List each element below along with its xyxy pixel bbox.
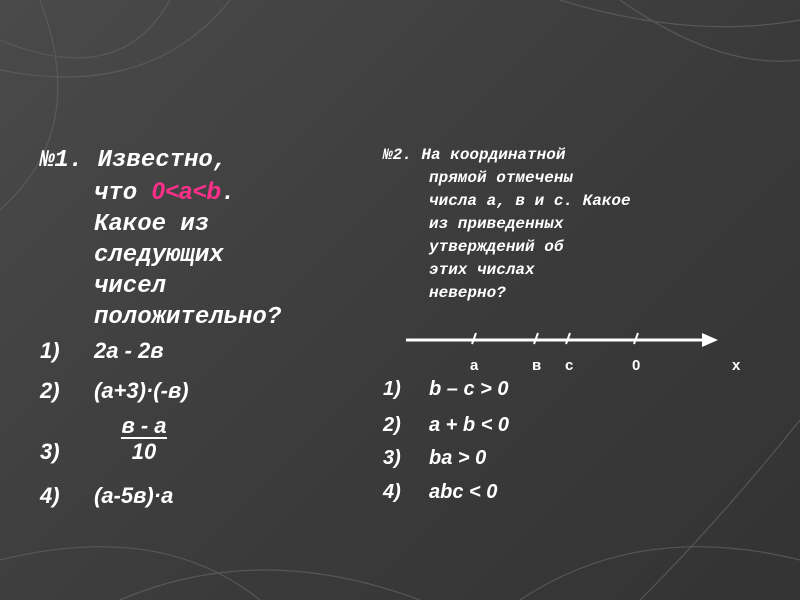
problem1-line6: положительно? [94,304,282,331]
problem1-option-1 [40,338,164,364]
option-number: 1) [40,338,60,363]
axis-label-zero: 0 [632,357,641,374]
number-line [400,325,730,355]
axis-arrow [702,333,718,347]
problem1-question [40,145,281,333]
option-number: 1) [383,378,401,400]
option-text: (а+3)·(-в) [94,378,189,403]
option-number: 2) [40,378,60,403]
problem1-line2 [40,176,281,209]
option-number: 2) [383,414,401,436]
option-number: 3) [40,439,60,464]
option-text: abc < 0 [429,481,498,503]
problem2-line3: числа а, в и с. Какое [429,192,631,210]
fraction-denominator: 10 [131,439,157,464]
axis-label-b: в [532,357,542,374]
problem2-line1: №2. На координатной [383,146,566,164]
problem2-question [383,144,631,305]
fraction-numerator: в - а [121,413,167,438]
problem1-line1: №1. Известно, [40,147,228,174]
option-text: (а-5в)·а [94,483,174,508]
axis-label-c: с [565,357,574,374]
option-number: 4) [40,483,60,508]
problem1-line5: чисел [94,273,167,300]
option-number: 4) [383,481,401,503]
option-text: 2а - 2в [94,338,164,363]
option-text: ba > 0 [429,447,487,469]
axis-label-a: а [470,357,479,374]
problem1-option-3 [40,413,194,465]
problem1-line3: Какое из [94,211,210,238]
problem2-line5: утверждений об [429,238,564,256]
problem2-line2: прямой отмечены [429,169,574,187]
problem2-option-1 [383,378,509,401]
problem2-line6: этих числах [429,261,535,279]
problem2-option-3 [383,447,486,470]
problem1-option-2 [40,378,189,404]
problem2-line7: неверно? [429,284,506,302]
option-text: a + b < 0 [429,414,510,436]
problem1-condition: 0<a<b [151,178,221,205]
axis-label-x: х [732,357,741,374]
problem1-line2-prefix: что [94,180,152,207]
problem2-option-4 [383,481,497,504]
problem1-option-4 [40,483,173,509]
problem2-line4: из приведенных [429,215,564,233]
option-text: b – c > 0 [429,378,509,400]
option-number: 3) [383,447,401,469]
fraction [94,413,194,465]
problem1-line2-suffix: . [221,180,236,207]
problem2-option-2 [383,414,509,437]
problem1-line4: следующих [94,242,224,269]
